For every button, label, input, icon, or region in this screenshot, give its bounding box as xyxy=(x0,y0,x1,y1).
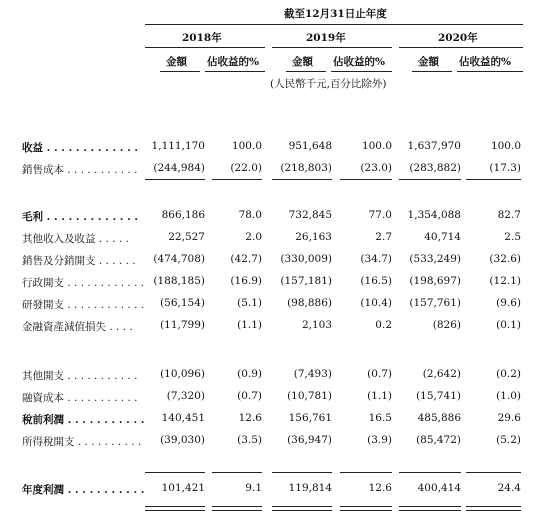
percent-cell: (0.2) xyxy=(496,368,521,380)
percent-cell: 9.1 xyxy=(245,482,262,494)
percent-cell: (16.9) xyxy=(230,275,262,287)
percent-cell: (12.1) xyxy=(489,275,521,287)
amount-cell: (283,882) xyxy=(409,162,461,174)
percent-cell: (0.1) xyxy=(496,319,521,331)
amount-cell: 866,186 xyxy=(161,209,205,221)
row-label: 所得稅開支 . . . . . . . . . . xyxy=(22,436,142,448)
period-underline xyxy=(145,24,523,25)
row-label: 年度利潤 . . . . . . . . . . . xyxy=(22,484,145,496)
percent-cell: (23.0) xyxy=(360,162,392,174)
percent-cell: (32.6) xyxy=(489,253,521,265)
year-2019-header: 2019年 xyxy=(306,32,346,44)
subtotal-rule xyxy=(145,472,205,473)
percent-cell: (17.3) xyxy=(489,162,521,174)
percent-cell: 0.2 xyxy=(375,319,392,331)
row-label: 毛利 . . . . . . . . . . . . . xyxy=(22,211,139,223)
amount-cell: (15,741) xyxy=(416,390,461,402)
percent-cell: (5.2) xyxy=(496,434,521,446)
percent-cell: (3.9) xyxy=(367,434,392,446)
row-label: 其他開支 . . . . . . . . . . . xyxy=(22,370,138,382)
row-label: 金融資產減值損失 . . . . xyxy=(22,321,133,333)
col-pct-2020: 佔收益的% xyxy=(459,56,511,68)
percent-cell: (22.0) xyxy=(230,162,262,174)
subtotal-rule xyxy=(212,179,262,180)
amount-cell: 26,163 xyxy=(295,231,332,243)
year-2020-underline xyxy=(399,47,523,48)
col-underline xyxy=(412,71,452,72)
percent-cell: 100.0 xyxy=(490,140,521,152)
year-2020-header: 2020年 xyxy=(438,32,478,44)
percent-cell: 29.6 xyxy=(497,412,521,424)
amount-cell: 119,814 xyxy=(288,482,332,494)
total-double-rule xyxy=(212,506,262,511)
percent-cell: (9.6) xyxy=(496,297,521,309)
amount-cell: (188,185) xyxy=(153,275,205,287)
percent-cell: (16.5) xyxy=(360,275,392,287)
row-label: 稅前利潤 . . . . . . . . . . . xyxy=(22,414,145,426)
subtotal-rule xyxy=(340,472,392,473)
unit-note: (人民幣千元,百分比除外) xyxy=(270,78,387,90)
percent-cell: (1.1) xyxy=(367,390,392,402)
subtotal-rule xyxy=(399,472,461,473)
amount-cell: 1,354,088 xyxy=(407,209,461,221)
amount-cell: (10,781) xyxy=(287,390,332,402)
amount-cell: 40,714 xyxy=(424,231,461,243)
percent-cell: 12.6 xyxy=(238,412,262,424)
amount-cell: 485,886 xyxy=(417,412,461,424)
year-2018-header: 2018年 xyxy=(182,32,222,44)
amount-cell: (826) xyxy=(432,319,461,331)
percent-cell: 100.0 xyxy=(361,140,392,152)
row-label: 融資成本 . . . . . . . . . . . xyxy=(22,392,138,404)
subtotal-rule xyxy=(466,472,521,473)
amount-cell: 22,527 xyxy=(168,231,205,243)
percent-cell: 24.4 xyxy=(497,482,521,494)
amount-cell: (36,947) xyxy=(287,434,332,446)
subtotal-rule xyxy=(340,179,392,180)
amount-cell: 400,414 xyxy=(417,482,461,494)
amount-cell: (198,697) xyxy=(409,275,461,287)
amount-cell: (10,096) xyxy=(160,368,205,380)
percent-cell: (0.9) xyxy=(237,368,262,380)
percent-cell: (5.1) xyxy=(237,297,262,309)
percent-cell: 12.6 xyxy=(368,482,392,494)
col-underline xyxy=(331,71,392,72)
percent-cell: (1.1) xyxy=(237,319,262,331)
amount-cell: (218,803) xyxy=(280,162,332,174)
col-underline xyxy=(286,71,326,72)
subtotal-rule xyxy=(399,179,461,180)
row-label: 其他收入及收益 . . . . . xyxy=(22,233,129,245)
amount-cell: 951,648 xyxy=(288,140,332,152)
amount-cell: (474,708) xyxy=(153,253,205,265)
total-double-rule xyxy=(145,506,205,511)
year-2019-underline xyxy=(272,47,392,48)
amount-cell: (533,249) xyxy=(409,253,461,265)
amount-cell: (157,761) xyxy=(409,297,461,309)
col-amount-2020: 金額 xyxy=(418,56,439,68)
amount-cell: (330,009) xyxy=(280,253,332,265)
percent-cell: 100.0 xyxy=(231,140,262,152)
percent-cell: (1.0) xyxy=(496,390,521,402)
total-double-rule xyxy=(340,506,392,511)
amount-cell: 140,451 xyxy=(161,412,205,424)
year-2018-underline xyxy=(145,47,265,48)
amount-cell: 1,637,970 xyxy=(407,140,461,152)
amount-cell: (11,799) xyxy=(160,319,205,331)
percent-cell: 77.0 xyxy=(368,209,392,221)
amount-cell: (85,472) xyxy=(416,434,461,446)
amount-cell: 2,103 xyxy=(301,319,332,331)
amount-cell: 156,761 xyxy=(288,412,332,424)
amount-cell: (244,984) xyxy=(153,162,205,174)
total-double-rule xyxy=(272,506,332,511)
subtotal-rule xyxy=(145,179,205,180)
percent-cell: 16.5 xyxy=(368,412,392,424)
col-pct-2019: 佔收益的% xyxy=(333,56,385,68)
percent-cell: (34.7) xyxy=(360,253,392,265)
percent-cell: 2.0 xyxy=(245,231,262,243)
period-header: 截至12月31日止年度 xyxy=(284,8,387,20)
amount-cell: (39,030) xyxy=(160,434,205,446)
total-double-rule xyxy=(466,506,521,511)
amount-cell: (7,493) xyxy=(293,368,332,380)
col-underline xyxy=(160,71,200,72)
total-double-rule xyxy=(399,506,461,511)
percent-cell: (0.7) xyxy=(367,368,392,380)
amount-cell: (157,181) xyxy=(280,275,332,287)
row-label: 行政開支 . . . . . . . . . . . . xyxy=(22,277,145,289)
percent-cell: (10.4) xyxy=(360,297,392,309)
col-pct-2018: 佔收益的% xyxy=(207,56,259,68)
amount-cell: (2,642) xyxy=(422,368,461,380)
percent-cell: (0.7) xyxy=(237,390,262,402)
percent-cell: (42.7) xyxy=(230,253,262,265)
row-label: 收益 . . . . . . . . . . . . . xyxy=(22,142,139,154)
amount-cell: (98,886) xyxy=(287,297,332,309)
amount-cell: 1,111,170 xyxy=(151,140,205,152)
subtotal-rule xyxy=(272,179,332,180)
col-amount-2018: 金額 xyxy=(166,56,187,68)
row-label: 研發開支 . . . . . . . . . . . . xyxy=(22,299,145,311)
percent-cell: 82.7 xyxy=(497,209,521,221)
col-amount-2019: 金額 xyxy=(292,56,313,68)
percent-cell: 2.5 xyxy=(504,231,521,243)
percent-cell: (3.5) xyxy=(237,434,262,446)
col-underline xyxy=(457,71,523,72)
percent-cell: 2.7 xyxy=(375,231,392,243)
subtotal-rule xyxy=(212,472,262,473)
amount-cell: 732,845 xyxy=(288,209,332,221)
amount-cell: (56,154) xyxy=(160,297,205,309)
col-underline xyxy=(205,71,265,72)
row-label: 銷售及分銷開支 . . . . . . xyxy=(22,255,136,267)
amount-cell: (7,320) xyxy=(166,390,205,402)
percent-cell: 78.0 xyxy=(238,209,262,221)
subtotal-rule xyxy=(272,472,332,473)
row-label: 銷售成本 . . . . . . . . . . . xyxy=(22,164,138,176)
subtotal-rule xyxy=(466,179,521,180)
amount-cell: 101,421 xyxy=(161,482,205,494)
